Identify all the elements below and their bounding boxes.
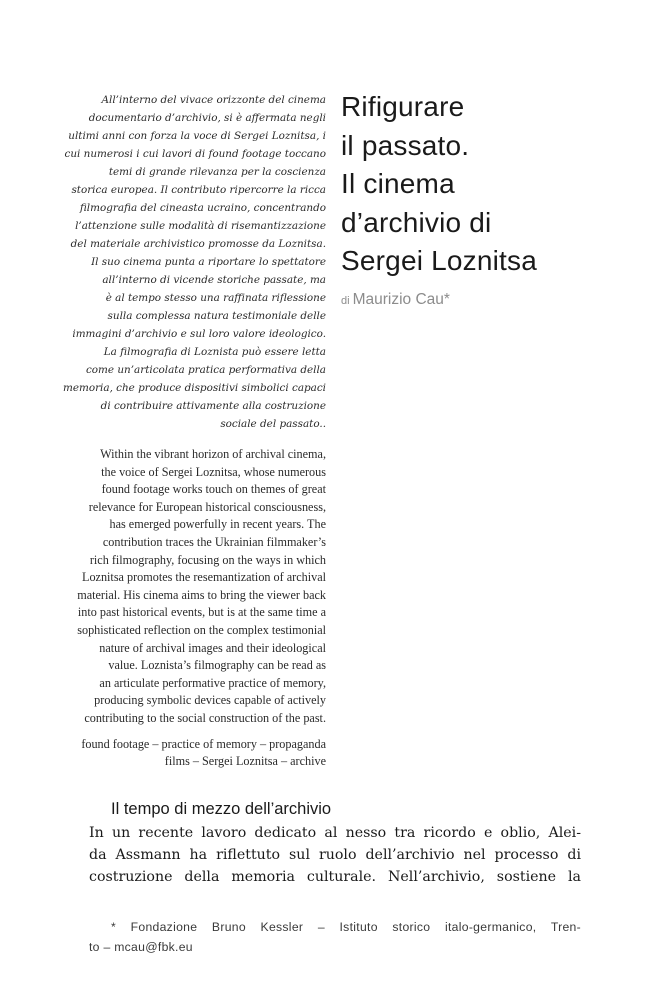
body-line: da Assmann ha riflettuto sul ruolo dell’archivio nel processo di bbox=[89, 847, 581, 863]
footnote-line: to – mcau@fbk.eu bbox=[89, 940, 193, 954]
title-line: d’archivio di bbox=[341, 206, 492, 238]
abstract-en-line: contributing to the social construction of the past. bbox=[84, 710, 326, 725]
abstract-it-line: filmografia del cineasta ucraino, concentrando bbox=[79, 202, 326, 214]
author-prefix: di bbox=[341, 294, 350, 307]
abstract-it-line: storica europea. Il contributo ripercorre la ricca bbox=[71, 184, 326, 196]
abstract-column bbox=[16, 91, 326, 771]
abstract-en-line: material. His cinema aims to bring the viewer back bbox=[77, 587, 326, 602]
abstract-it-line: ultimi anni con forza la voce di Sergei Loznitsa, i bbox=[68, 130, 326, 142]
keywords bbox=[16, 736, 326, 771]
abstract-en-line: producing symbolic devices capable of actively bbox=[94, 693, 326, 708]
abstract-it-line: all’interno di vicende storiche passate, ma bbox=[102, 274, 326, 286]
abstract-en-line: has emerged powerfully in recent years. The bbox=[109, 517, 326, 532]
abstract-en-line: Loznitsa promotes the resemantization of archival bbox=[82, 570, 326, 585]
abstract-it-line: di contribuire attivamente alla costruzione bbox=[100, 400, 326, 412]
abstract-it-line: come un’articolata pratica performativa della bbox=[85, 364, 326, 376]
article-title bbox=[341, 88, 641, 281]
abstract-en-line: rich filmography, focusing on the ways in which bbox=[89, 552, 326, 567]
section-heading: Il tempo di mezzo dell’archivio bbox=[111, 800, 332, 818]
abstract-it-line: documentario d’archivio, si è affermata negli bbox=[88, 112, 326, 124]
keywords-line: films – Sergei Loznitsa – archive bbox=[164, 754, 326, 769]
abstract-italian bbox=[16, 91, 326, 433]
abstract-it-line: temi di grande rilevanza per la coscienza bbox=[108, 166, 326, 178]
title-column bbox=[341, 88, 641, 309]
abstract-it-line: Il suo cinema punta a riportare lo spettatore bbox=[91, 256, 326, 268]
abstract-it-line: La filmografia di Loznista può essere letta bbox=[103, 346, 326, 358]
abstract-en-line: the voice of Sergei Loznitsa, whose numerous bbox=[101, 464, 326, 479]
footnote-line: * Fondazione Bruno Kessler – Istituto storico italo-germanico, Tren- bbox=[111, 920, 581, 934]
body-line: costruzione della memoria culturale. Nell’archivio, sostiene la bbox=[89, 869, 581, 885]
footnote bbox=[89, 917, 581, 957]
abstract-en-line: an articulate performative practice of memory, bbox=[99, 675, 326, 690]
title-line: Il cinema bbox=[341, 168, 455, 199]
abstract-it-line: l’attenzione sulle modalità di risemantizzazione bbox=[75, 220, 326, 232]
abstract-it-line: immagini d’archivio e sul loro valore ideologico. bbox=[72, 328, 326, 340]
abstract-it-line: All’interno del vivace orizzonte del cinema bbox=[101, 94, 326, 106]
abstract-en-line: nature of archival images and their ideological bbox=[99, 640, 326, 655]
abstract-it-line: cui numerosi i cui lavori di found footage toccano bbox=[64, 148, 326, 160]
abstract-en-line: Within the vibrant horizon of archival cinema, bbox=[100, 447, 326, 461]
abstract-it-line: sociale del passato.. bbox=[220, 418, 326, 430]
title-line: Sergei Loznitsa bbox=[341, 245, 538, 276]
body-paragraph bbox=[89, 822, 581, 888]
abstract-en-line: value. Loznista’s filmography can be read as bbox=[108, 658, 326, 673]
title-line: Rifigurare bbox=[341, 91, 465, 122]
abstract-en-line: into past historical events, but is at the same time a bbox=[77, 605, 326, 620]
abstract-en-line: sophisticated reflection on the complex testimonial bbox=[77, 622, 326, 637]
abstract-it-line: del materiale archivistico promosse da Loznitsa. bbox=[70, 238, 326, 250]
title-line: il passato. bbox=[341, 129, 470, 161]
abstract-en-line: contribution traces the Ukrainian filmmaker’s bbox=[102, 534, 326, 549]
abstract-it-line: è al tempo stesso una raffinata riflessione bbox=[105, 292, 326, 304]
abstract-en-line: relevance for European historical consciousness, bbox=[88, 499, 326, 514]
abstract-it-line: memoria, che produce dispositivi simbolici capaci bbox=[62, 382, 326, 394]
author-byline bbox=[341, 291, 641, 309]
abstract-it-line: sulla complessa natura testimoniale delle bbox=[107, 310, 326, 322]
author-name: Maurizio Cau* bbox=[352, 290, 450, 308]
body-line: In un recente lavoro dedicato al nesso tra ricordo e oblio, Alei- bbox=[89, 825, 581, 841]
abstract-english bbox=[16, 446, 326, 728]
keywords-line: found footage – practice of memory – propaganda bbox=[81, 736, 326, 751]
abstract-en-line: found footage works touch on themes of great bbox=[101, 482, 326, 497]
